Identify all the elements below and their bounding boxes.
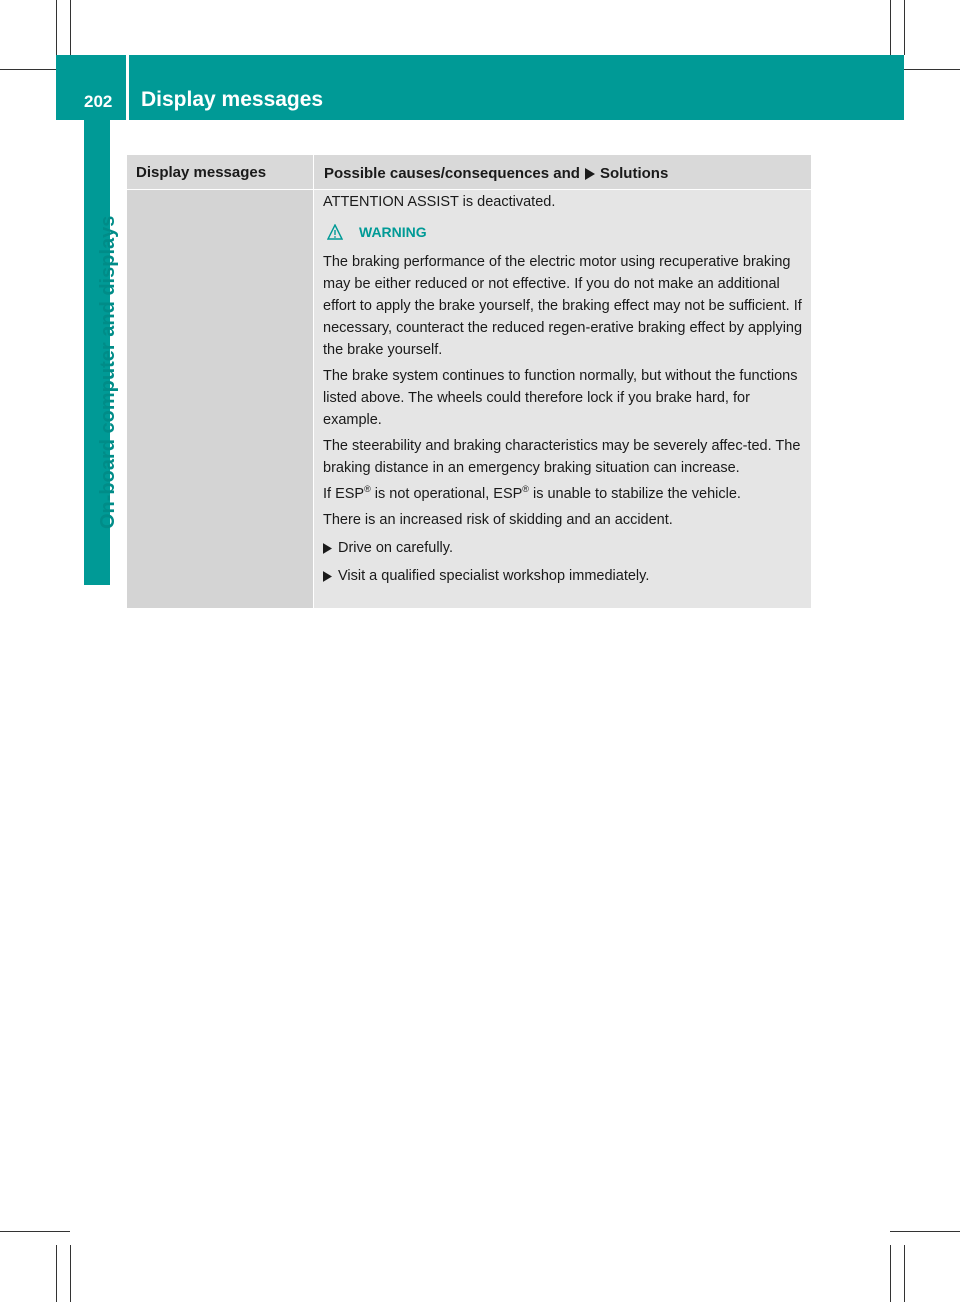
action-text: Visit a qualified specialist workshop immediately. (338, 568, 650, 584)
crop-mark (904, 1245, 905, 1302)
risk-paragraph: There is an increased risk of skidding and an accident. (323, 512, 673, 528)
warning-heading (323, 221, 805, 243)
chapter-label: On-board computer and displays (97, 215, 119, 529)
crop-mark (56, 1245, 57, 1302)
column-header-messages: Display messages (136, 164, 267, 181)
crop-mark (890, 0, 891, 55)
action-arrow-icon (323, 571, 332, 582)
display-messages-table (127, 155, 811, 608)
warning-label: WARNING (359, 224, 427, 240)
crop-mark (70, 0, 71, 55)
section-title: Display messages (141, 88, 324, 111)
esp-text: If ESP (323, 486, 365, 502)
status-text: ATTENTION ASSIST is deactivated. (323, 194, 556, 210)
esp-text: is unable to stabilize the vehicle. (528, 486, 741, 502)
column-header-solutions (324, 165, 668, 182)
solution-cell (323, 191, 805, 587)
esp-text: is not operational, ESP (370, 486, 523, 502)
header-divider-line (127, 189, 811, 190)
column-divider (313, 155, 314, 608)
crop-mark (0, 1231, 70, 1232)
action-arrow-icon (323, 543, 332, 554)
header-divider (126, 55, 129, 120)
header-prefix: Possible causes/consequences and (324, 165, 580, 182)
esp-paragraph (323, 483, 805, 505)
crop-mark (890, 1231, 960, 1232)
warning-triangle-icon (327, 224, 343, 240)
action-item (323, 537, 805, 559)
brake-system-paragraph: The brake system continues to function normally, but without the functions listed above. The wheels could therefore lock if you brake hard, for example. (323, 368, 798, 428)
steerability-paragraph: The steerability and braking characteristics may be severely affec-ted. The braking distance in an emergency braking situation can increase. (323, 438, 801, 476)
crop-mark (56, 0, 57, 55)
crop-mark (904, 0, 905, 55)
message-column (127, 189, 314, 608)
crop-mark (890, 1245, 891, 1302)
action-text: Drive on carefully. (338, 540, 453, 556)
page-number: 202 (84, 92, 113, 111)
crop-mark (70, 1245, 71, 1302)
action-item (323, 565, 805, 587)
registered-mark: ® (522, 484, 529, 495)
warning-paragraph: The braking performance of the electric motor using recuperative braking may be either reduced or not effective. If you do not make an additional effort to apply the brake yourself, the braking effect may not be sufficient. If necessary, counteract the reduced regen-erative braking effect by applying the brake yourself. (323, 254, 803, 358)
registered-mark: ® (364, 484, 371, 495)
header-suffix: Solutions (599, 165, 669, 182)
action-arrow-icon (585, 168, 595, 180)
